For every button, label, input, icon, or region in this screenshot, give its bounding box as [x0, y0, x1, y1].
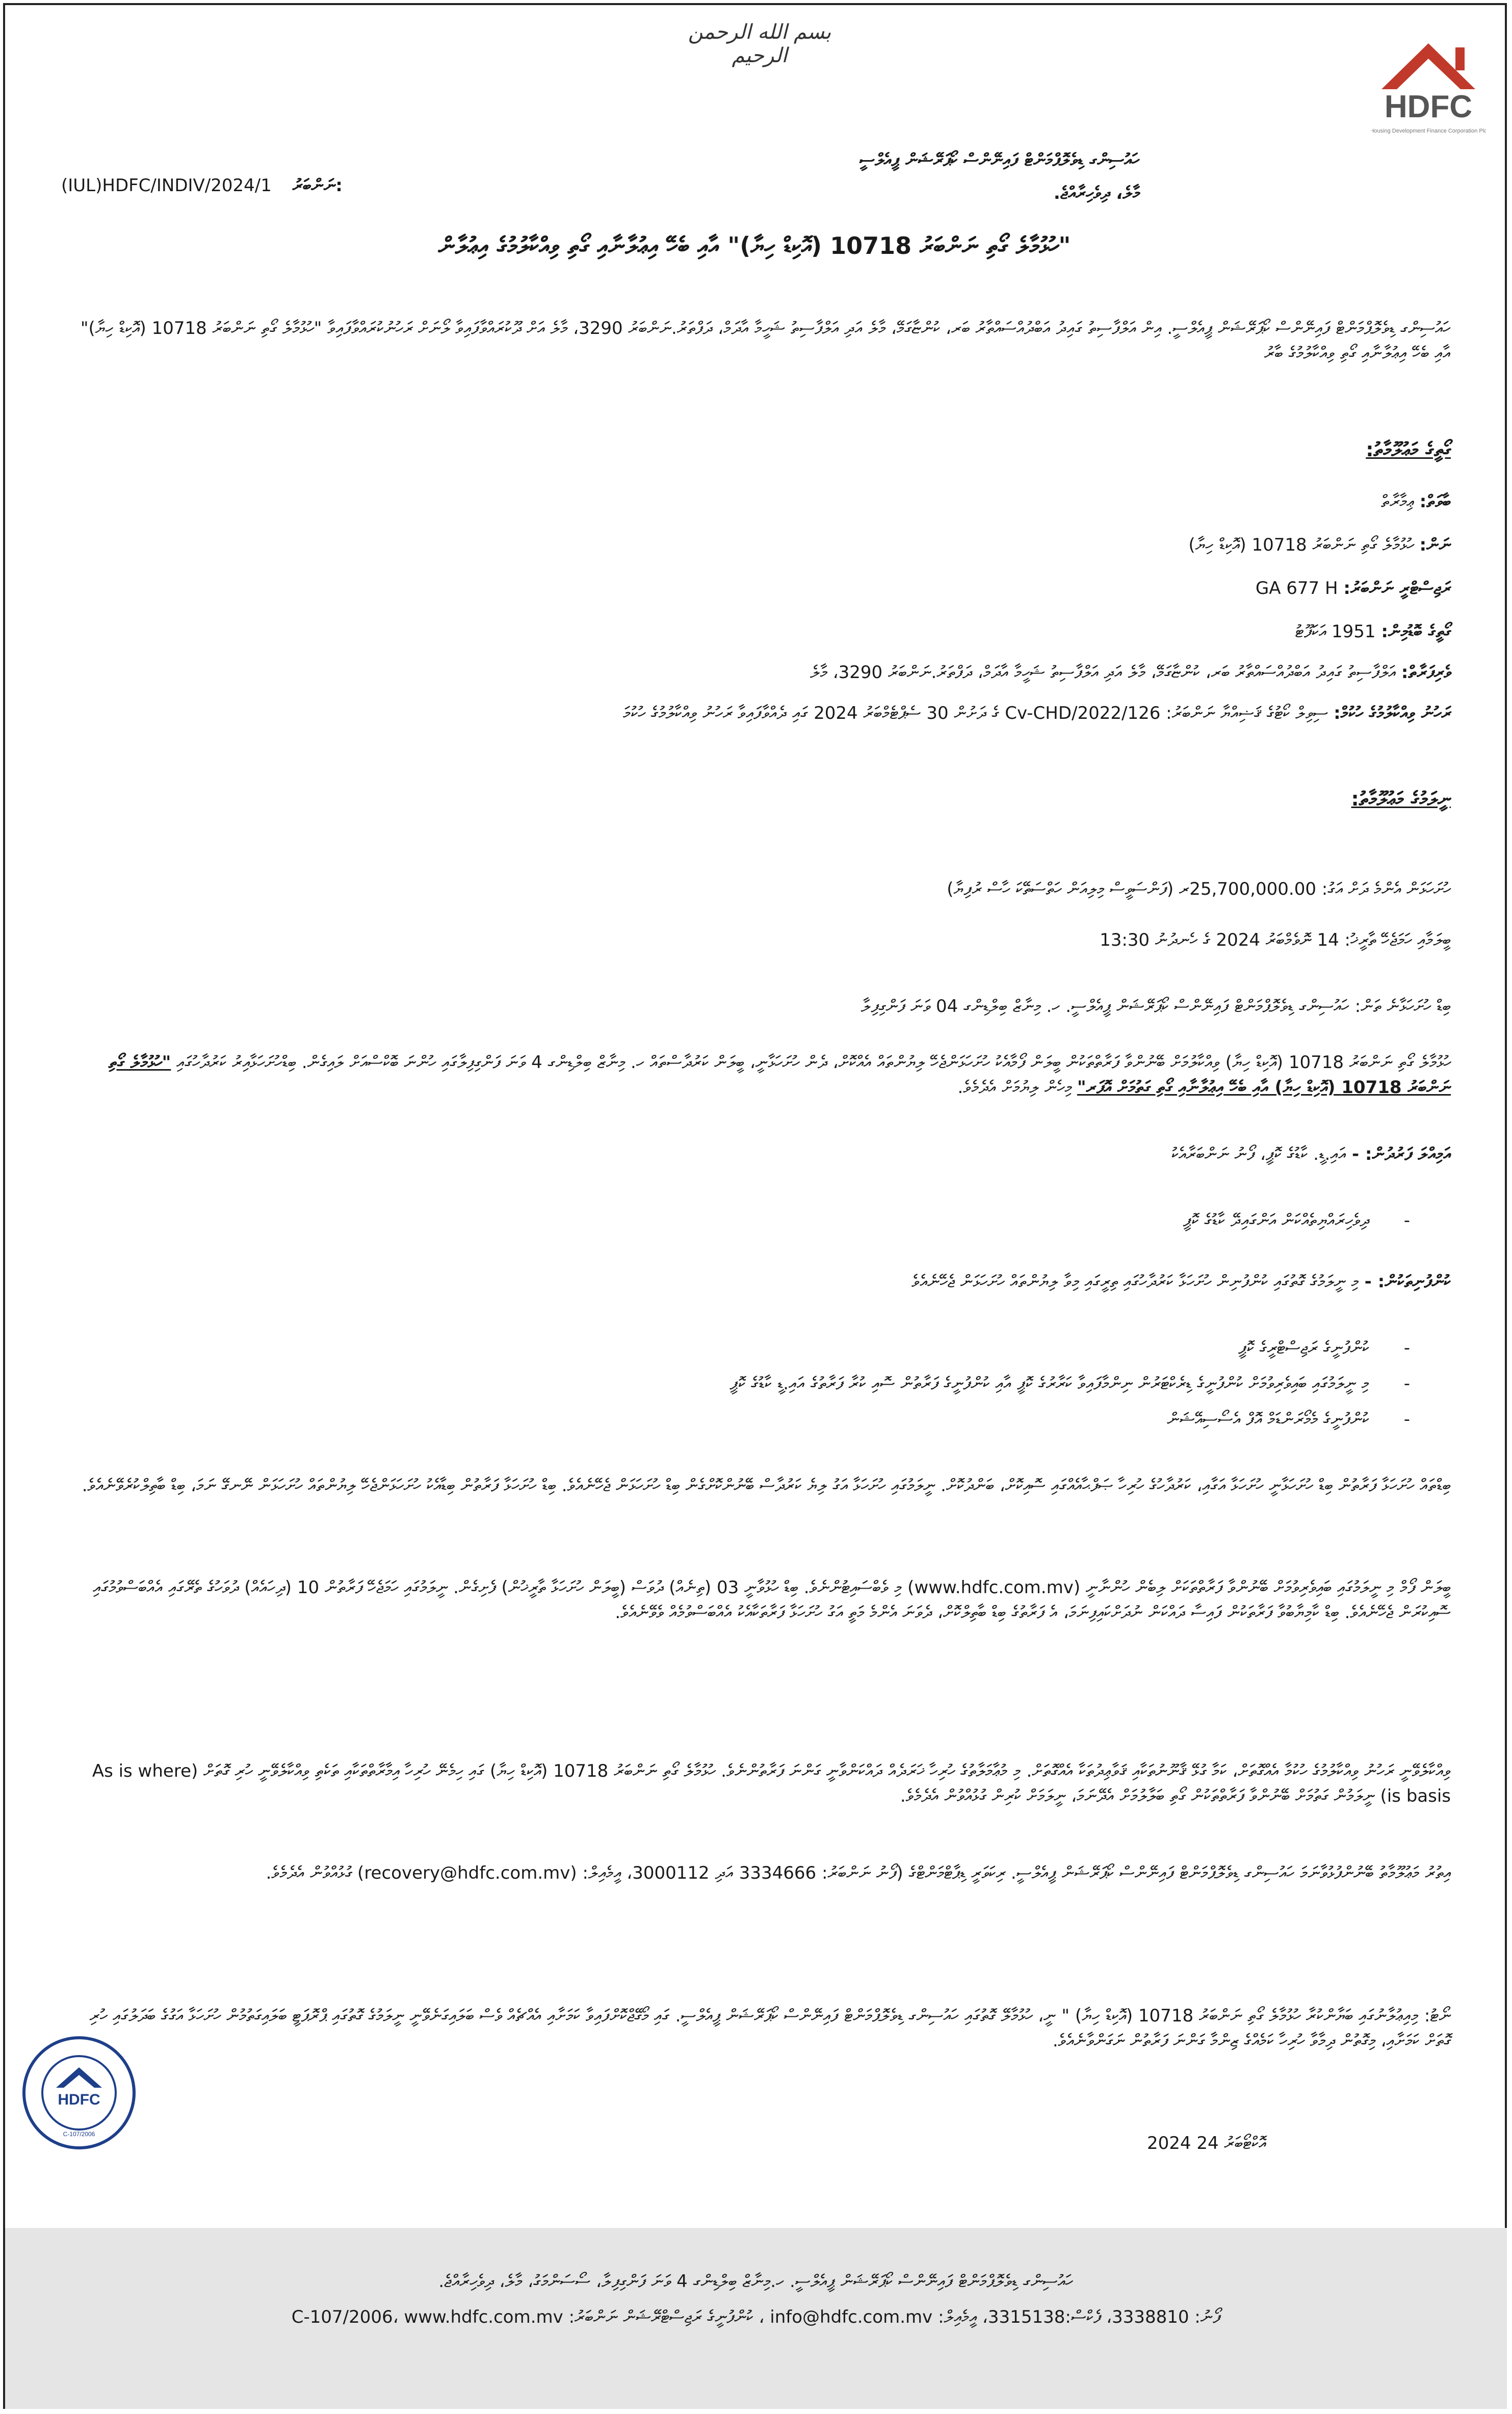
contact-paragraph: އިތުރު މަޢުލޫމާތު ބޭނުންފުޅުވާނަމަ ހައުސިންގ ޑިވެލޮޕްމަންޓް ފައިނޭންސް ކޯޕަރޭޝަން ޕީއެލްސީ. ރިކަވަރީ ޑިޕާޓްމަންޓްގެ (ފޯނު ނަންބަރު: 3334666 އަދި 3000112، އީމެއިލް: (recovery@hdfc.com.mv) ގުޅުއްވުން އެދެމެވެ.	[266, 1863, 1451, 1883]
bid-instructions-end: މިހެން ލިޔުމަށް އެދެމެވެ.	[957, 1077, 1072, 1098]
stamp-wordmark: HDFC	[58, 2091, 100, 2108]
individual-requirements	[74, 1142, 1451, 1167]
bullet-dash: -	[1403, 1373, 1410, 1394]
list-item-text: މި ނީލަމުގައި ބައިވެރިވުމަށް ކުންފުނީގެ ޑިރެކްޓަރުން ނިންމާފައިވާ ކަރާރުގެ ކޮޕީ އާއި ކުންފުނީގެ ފަރާތުން ސޮއި ކުރާ ފަރާތުގެ އައި.ޑީ ކާޑުގެ ކޮޕީ	[729, 1373, 1369, 1394]
date-year: 2024	[1147, 2133, 1191, 2153]
property-type-value: ޢިމާރާތް	[1381, 491, 1414, 512]
reference-number: (IUL)HDFC/INDIV/2024/1	[61, 175, 272, 196]
letterhead-city: މާލެ، ދިވެހިރާއްޖެ.	[1053, 183, 1140, 203]
property-row	[74, 533, 1451, 558]
property-name-label: ނަން:	[1419, 535, 1451, 555]
bid-note-paragraph: ބިޑްތައް ހުށަހަޅާ ފަރާތުން ބިޑް ހުށަހަޅާނީ ހުށަހަޅާ އަގާއި، ކަރުދާހުގެ ހުރިހާ ޞަފްޙާއެއްގައި ސޮއިކޮށް، ބަންދުކޮށް. ނީލަމުގައި ހުށަހަޅާ އަގު ލިޔެ ކަރުދާސް ބޭނުންކޮށްގެން ބިޑް ހުށަހަޅަން ޖެހޭނެއެވެ. ބިޑް ހުށަހަޅާ ފަރާތުން ބިޑާއެކު ހުށަހަޅަންޖެހޭ ލިޔުންތައް ހުށަހަޅަން ނޭނގޭ ނަމަ، ބިޑް ބާތިލްކުރެވޭނެއެވެ.	[82, 1475, 1451, 1496]
date-month: އޮކްޓޯބަރު	[1224, 2133, 1266, 2153]
footer-address: ހައުސިންގ ޑިވެލޮޕްމަންޓް ފައިނޭންސް ކޯޕަރޭޝަން ޕީއެލްސީ. ހ.މިނާޒް ބިލްޑިންގ 4 ވަނަ ފަންގިފިލާ، ސޯސަންމަގު، މާލެ، ދިވެހިރާއްޖެ.	[438, 2271, 1074, 2292]
conditions-paragraph: ވިއްކާލެވޭނީ ރަހުނު ވިއްކާލުމުގެ ހުކުމާ އެއްގޮތަށް، ކަމާ ގުޅޭ ޤާނޫނުތަކާއި ޤަވާޢިދުތަކާ އެއްގޮތަށް. މި މުޢާމަލާތުގެ ހުރިހާ ޚަރަދެއް ދައްކަންވާނީ ގަންނަ ފަރާތުންނެވެ. ހުޅުމާލެ ގޯތި ނަންބަރު 10718 (އޮކިޑް ހިޔާ) ގައި ހިމެނޭ ހުރިހާ އިމާރާތްތަކާއި ތަކެތި ވިއްކާލެވޭނީ ހުރި ގޮތަށް (As is where is basis) ނީލަމުން ގަތުމަށް ބޭނުންވާ ފަރާތްތަކުން ގޯތި ބަލާލުމަށް އެދޭނަމަ، ނީލަމަށް ކުރިން ގުޅުއްވުން އެދެމެވެ.	[92, 1761, 1451, 1807]
hdfc-logo	[1371, 28, 1486, 145]
bullet-dash: -	[1403, 1210, 1410, 1231]
companies-intro: މި ނީލަމުގެ ގޮތުގައި ކުންފުނިން ހުށަހަޅާ ކަރުދާހުގައި ތިރީގައި މިވާ ލިޔުންތައް ހުށަހަޅަން ޖެހޭނެއެވެ	[911, 1271, 1359, 1292]
logo-wordmark: HDFC	[1384, 89, 1473, 124]
notice-title: "ހުޅުމާލެ ގޯތި ނަންބަރު 10718 (އޮކިޑް ހިޔާ)" އާއި ބެހޭ އިޢުލާނާއި ގޯތި ވިއްކާލުމުގެ އިޢުލާން	[438, 232, 1071, 259]
bid-envelope-title: "ހުޅުމާލެ ގޯތި ނަންބަރު 10718 (އޮކިޑް ހިޔާ) އާއި ބެހޭ އިޢުލާނާއި ގޯތި ގަތުމަށް އޮފަރ"	[108, 1052, 1451, 1098]
minimum-price: ހުށަހަޅަން އެންމެ ދަށް އަގު: 25,700,000.00ރ (ފަންސަވީސް މިލިއަން ހަތްސަތޭކަ ހާސް ރުފިޔާ)	[947, 879, 1451, 899]
registry-number-label: ރަޖިސްޓްރީ ނަންބަރު:	[1343, 578, 1451, 599]
date-day: 24	[1196, 2133, 1219, 2153]
list-item-text: ކުންފުނީގެ މެމޯރަންޑަމް އޮފް އެސޯސިއޭޝަން	[1167, 1409, 1369, 1430]
bullet-dash: -	[1403, 1338, 1410, 1358]
bullet-dash: -	[1403, 1409, 1410, 1430]
individuals-label: އަމިއްލަ ފަރުދުން: -	[1351, 1144, 1451, 1164]
list-item	[248, 1208, 1410, 1233]
website-paragraph: ބީލަން ފޯމް މި ނީލަމުގައި ބައިވެރިވުމަށް ބޭނުންވާ ފަރާތްތަކަށް ލިބެން ހުންނާނީ (www.hdfc.com.mv) މި ވެބްސައިޓުންނެވެ. ބިޑް ހުޅުވާނީ 03 (ތިނެއް) ދުވަސް (ބީލަން ހުށަހަޅާ ތާރީޚުން) ފެށިގެން. ނީލަމުގައި ހަމަޖެހޭ ފަރާތުން 10 (ދިހައެއް) ދުވަހުގެ ތެރޭގައި އެއްބަސްވުމުގައި ސޮއިކުރަން ޖެހޭނެއެވެ. ބިޑް ކާމިޔާބުވާ ފަރާތަކުން ފައިސާ ދައްކަން ނުދަށްކައިފިނަމަ، އެ ފަރާތުގެ ބިޑް ބާތިލްކޮށް، ދެވަނަ އެންމެ މަތީ އަގު ހުށަހަޅާ ފަރާތަކާއެކު އެއްބަސްވުމެއް ވެވޭނެއެވެ.	[93, 1577, 1451, 1623]
intro-paragraph: ހައުސިންގ ޑިވެލޮޕްމަންޓް ފައިނޭންސް ކޯޕަރޭޝަން ޕީއެލްސީ. އިން އަލްފާސިތު ގައިދު އަބްދުއްސައްތާރު ބަރ، ކުންޏާގަމޭ، މާލެ އަދި އަލްފާސިތު ޝަހީމާ އާދަމް، ދަފްތަރު.ނަންބަރު 3290، މާލެ އަށް ދޫކުރައްވާފައިވާ ލޯނަށް ރަހުނުކުރައްވާފައިވާ "ހުޅުމާލެ ގޯތި ނަންބަރު 10718 (އޮކިޑް ހިޔާ)" އާއި ބެހޭ އިޢުލާނާއި ގޯތި ވިއްކާލުމުގެ ބާރު	[80, 318, 1451, 364]
reference-block	[61, 173, 418, 198]
letterhead-company-name: ހައުސިންގ ޑިވެލޮޕްމަންޓް ފައިނޭންސް ކޯޕަރޭޝަން ޕީއެލްސީ	[859, 150, 1140, 170]
list-item-text: ދިވެހިރައްޔިތެއްކަން އަންގައިދޭ ކާޑުގެ ކޮޕީ	[1183, 1210, 1369, 1231]
property-row	[74, 619, 1451, 644]
registry-number-value: GA 677 H	[1255, 578, 1338, 599]
property-type-label: ބާވަތް:	[1419, 491, 1451, 512]
stamp-registration: C-107/2006	[63, 2131, 95, 2138]
property-row	[74, 489, 1451, 514]
bid-deadline: ބީލަމާއި ހަމަޖެހޭ ތާރީޚު: 14 ނޮވެމްބަރު 2024 ގެ ހެނދުނު 13:30	[1100, 930, 1451, 950]
company-requirements	[74, 1269, 1451, 1294]
reference-label: ނަންބަރު:	[292, 175, 343, 196]
list-item	[248, 1336, 1410, 1361]
hdfc-logo-mark	[1371, 28, 1486, 145]
list-item	[248, 1407, 1410, 1432]
owner-value: އަލްފާސިތު ގައިދު އަބްދުއްސައްތާރު ބަރ، ކުންޏާގަމޭ، މާލެ އަދި އަލްފާސިތު ޝަހީމާ އާދަމް، ދަފްތަރު.ނަންބަރު 3290، މާލެ	[810, 662, 1396, 683]
individuals-intro: އައި.ޑީ. ކާޑުގެ ކޮޕީ، ފޯނު ނަންބަރާއެކު	[1171, 1144, 1347, 1164]
list-item-text: ކުންފުނީގެ ރަޖިސްޓްރީގެ ކޮޕީ	[1238, 1338, 1369, 1358]
bismillah-calligraphy: بسم الله الرحمن الرحيم	[688, 20, 831, 67]
bid-location: ބިޑް ހުށަހަޅާނެ ތަން: ހައުސިންގ ޑިވެލޮޕްމަންޓް ފައިނޭންސް ކޯޕަރޭޝަން ޕީއެލްސީ. ހ. މިނާޒް ބިލްޑިންގ 04 ވަނަ ފަންގިފިލާ	[861, 996, 1451, 1017]
plot-size-label: ގޯތީގެ ބޮޑުމިން:	[1381, 621, 1451, 642]
footer-note-paragraph: ނޯޓު: މިއިޢުލާނުގައި ބަޔާންކުރާ ހުޅުމާލެ ގޯތި ނަންބަރު 10718 (އޮކިޑް ހިޔާ) " ނީ، ހުޅުމާލޭ ގޮތުގައި ހައުސިންގ ޑިވެލޮޕްމަންޓް ފައިނޭންސް ކޯޕަރޭޝަން ޕީއެލްސީ. ގައި މޯގޭޖްކޮށްފައިވާ ކަމަށާއި އެއްޗެއް ވެސް ބަލައިގަނެވޭނީ ނީލަމުގެ ގޮތުގައި ޕްރޮޕަޓީ ބަލައިގަތުމުން ހުށަހަޅާ އަގުގެ ބަދަލުގައި ހުރި ގޮތަށް ކަމަށާއި، މިގޮތުން ދިމާވާ ހުރިހާ ކަމެއްގެ ޒިންމާ ގަންނަ ފަރާތުން ނަގަންވާނެއެވެ.	[89, 2006, 1451, 2052]
footer-contacts: ފޯނު: 3338810، ފެކްސް:3315138، އީމެއިލް: info@hdfc.com.mv ، ކުންފުނީގެ ރަޖިސްޓްރޭޝަން ނަންބަރު: C-107/2006، www.hdfc.com.mv	[291, 2307, 1221, 2327]
company-stamp	[20, 2034, 138, 2151]
list-item	[248, 1371, 1410, 1396]
plot-size-value: 1951 އަކަފޫޓު	[1295, 621, 1376, 642]
companies-label: ކުންފުނިތަކުން: -	[1364, 1271, 1451, 1292]
bid-instructions	[74, 1050, 1451, 1101]
property-row	[74, 701, 1451, 726]
property-row	[74, 576, 1451, 601]
court-judgment-label: ރަހުނު ވިއްކާލުމުގެ ހުކުމް:	[1334, 703, 1451, 723]
bid-instructions-text: ހުޅުމާލެ ގޯތި ނަންބަރު 10718 (އޮކިޑް ހިޔާ) ވިއްކާލުމަށް ބޭނުންވާ ފަރާތްތަކުން ބީލަން ފޯމާއެކު ހުށަހަޅަންޖެހޭ ލިޔުންތައް އެއްކޮށް، ދެން ހުށަހަޅާނީ، ބީލަން ކަރުދާސްތައް ހ. މިނާޒް ބިލްޑިންގ 4 ވަނަ ފަންގިފިލާގައި ހުންނަ ބޮކްސްއަށް ލައިގެން. ބިޑްހުށަހަޅާއިރު ކަރުދާހުގައި	[176, 1052, 1451, 1073]
court-judgment-value: ސިވިލް ކޯޓުގެ ޤަޟިއްޔާ ނަންބަރު: 126/Cv-CHD/2022 ގެ ދަށުން 30 ސެޕްޓެމްބަރު 2024 ގައި ދެއްވާފައިވާ ރަހުނު ވިއްކާލުމުގެ ހުކުމަ	[623, 703, 1328, 723]
property-name-value: ހުޅުމާލެ ގޯތި ނަންބަރު 10718 (އޮކިޑް ހިޔާ)	[1188, 535, 1414, 555]
stamp-seal	[20, 2034, 138, 2151]
property-row	[74, 660, 1451, 685]
logo-subtitle: Housing Development Finance Corporation Plc	[1371, 128, 1486, 134]
auction-section-heading: ނީލަމުގެ މަޢުލޫމާތު:	[1351, 788, 1451, 810]
issue-date	[1147, 2131, 1300, 2156]
owner-label: ވެރިފަރާތް:	[1401, 662, 1451, 683]
property-section-heading: ގޯތީގެ މަޢުލޫމާތު:	[1366, 438, 1451, 461]
